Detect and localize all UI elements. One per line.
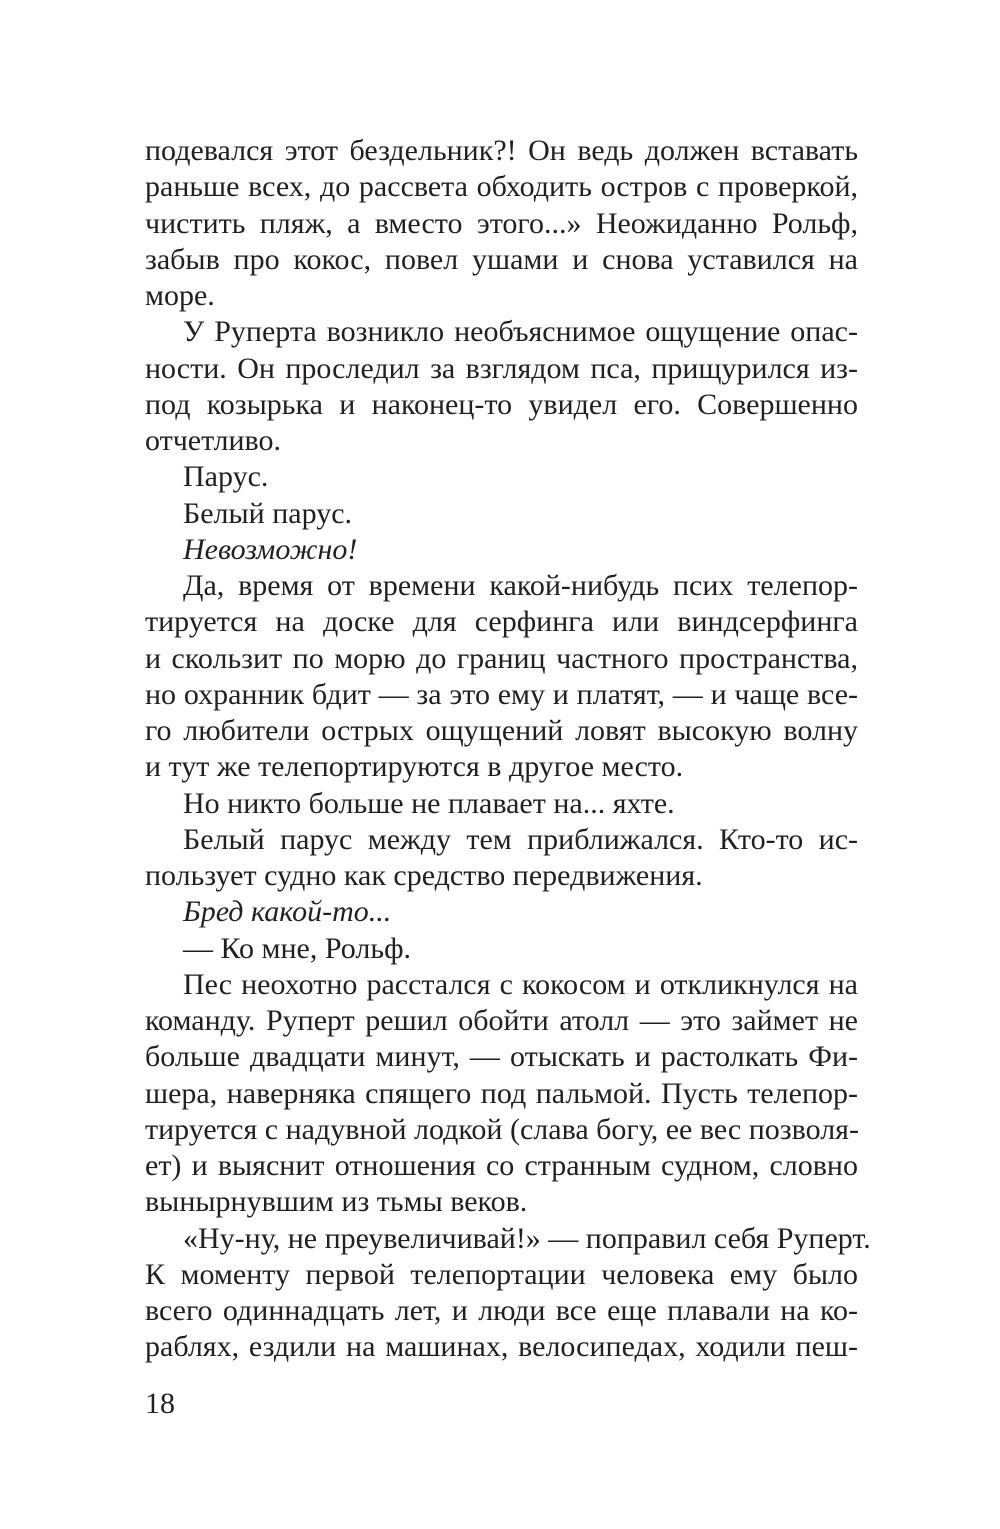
- text-line: раблях, ездили на машинах, велосипедах, ходили пеш-: [145, 1330, 858, 1364]
- text-line: ности. Он проследил за взглядом пса, прищурился из-: [145, 351, 858, 385]
- text-line: но охранник бдит — за это ему и платят, — и чаще все-: [145, 677, 858, 711]
- text-line: ет) и выяснит отношения со странным судном, словно: [145, 1149, 858, 1182]
- text-line: команду. Руперт решил обойти атолл — это займет не: [145, 1004, 858, 1037]
- text-line: море.: [145, 279, 215, 312]
- text-line: забыв про кокос, повел ушами и снова уставился на: [145, 242, 858, 276]
- text-line: и скользит по морю до границ частного пространства,: [145, 641, 858, 675]
- text-line: шера, наверняка спящего под пальмой. Пусть телепор-: [145, 1076, 858, 1110]
- body-text: [145, 133, 871, 1366]
- text-line: вынырнувшим из тьмы веков.: [145, 1185, 528, 1219]
- page-number: 18: [145, 1387, 175, 1420]
- text-line: пользует судно как средство передвижения.: [145, 859, 703, 892]
- text-line: — Ко мне, Рольф.: [183, 931, 412, 965]
- text-line: под козырька и наконец-то увидел его. Совершенно: [145, 387, 858, 421]
- text-line: всего одиннадцать лет, и люди все еще плавали на ко-: [145, 1294, 858, 1327]
- text-line: и тут же телепортируются в другое место.: [145, 750, 684, 784]
- text-line: тируется на доске для серфинга или виндсерфинга: [145, 605, 858, 639]
- text-line: чистить пляж, а вместо этого...» Неожиданно Рольф,: [145, 206, 858, 240]
- text-line: Белый парус между тем приближался. Кто-то ис-: [183, 822, 858, 856]
- text-line: У Руперта возникло необъяснимое ощущение опас-: [183, 315, 858, 349]
- text-line: го любители острых ощущений ловят высокую волну: [145, 714, 858, 747]
- text-line: Но никто больше не плавает на... яхте.: [183, 786, 675, 820]
- text-line: К моменту первой телепортации человека ему было: [145, 1257, 858, 1291]
- text-line: раньше всех, до рассвета обходить остров с проверкой,: [145, 170, 858, 204]
- text-line: больше двадцати минут, — отыскать и растолкать Фи-: [145, 1040, 858, 1074]
- text-line: «Ну-ну, не преувеличивай!» — поправил себя Руперт.: [183, 1221, 871, 1255]
- text-line: Белый парус.: [183, 496, 353, 530]
- text-line: тируется с надувной лодкой (слава богу, ее вес позволя-: [145, 1112, 859, 1146]
- text-line: Парус.: [183, 460, 269, 494]
- text-line: отчетливо.: [145, 424, 281, 457]
- text-line: Бред какой-то...: [183, 895, 392, 929]
- text-line: Невозможно!: [183, 532, 358, 566]
- text-line: Пес неохотно расстался с кокосом и откликнулся на: [183, 967, 858, 1001]
- text-line: подевался этот бездельник?! Он ведь должен вставать: [145, 134, 858, 167]
- text-line: Да, время от времени какой-нибудь псих телепор-: [183, 569, 858, 602]
